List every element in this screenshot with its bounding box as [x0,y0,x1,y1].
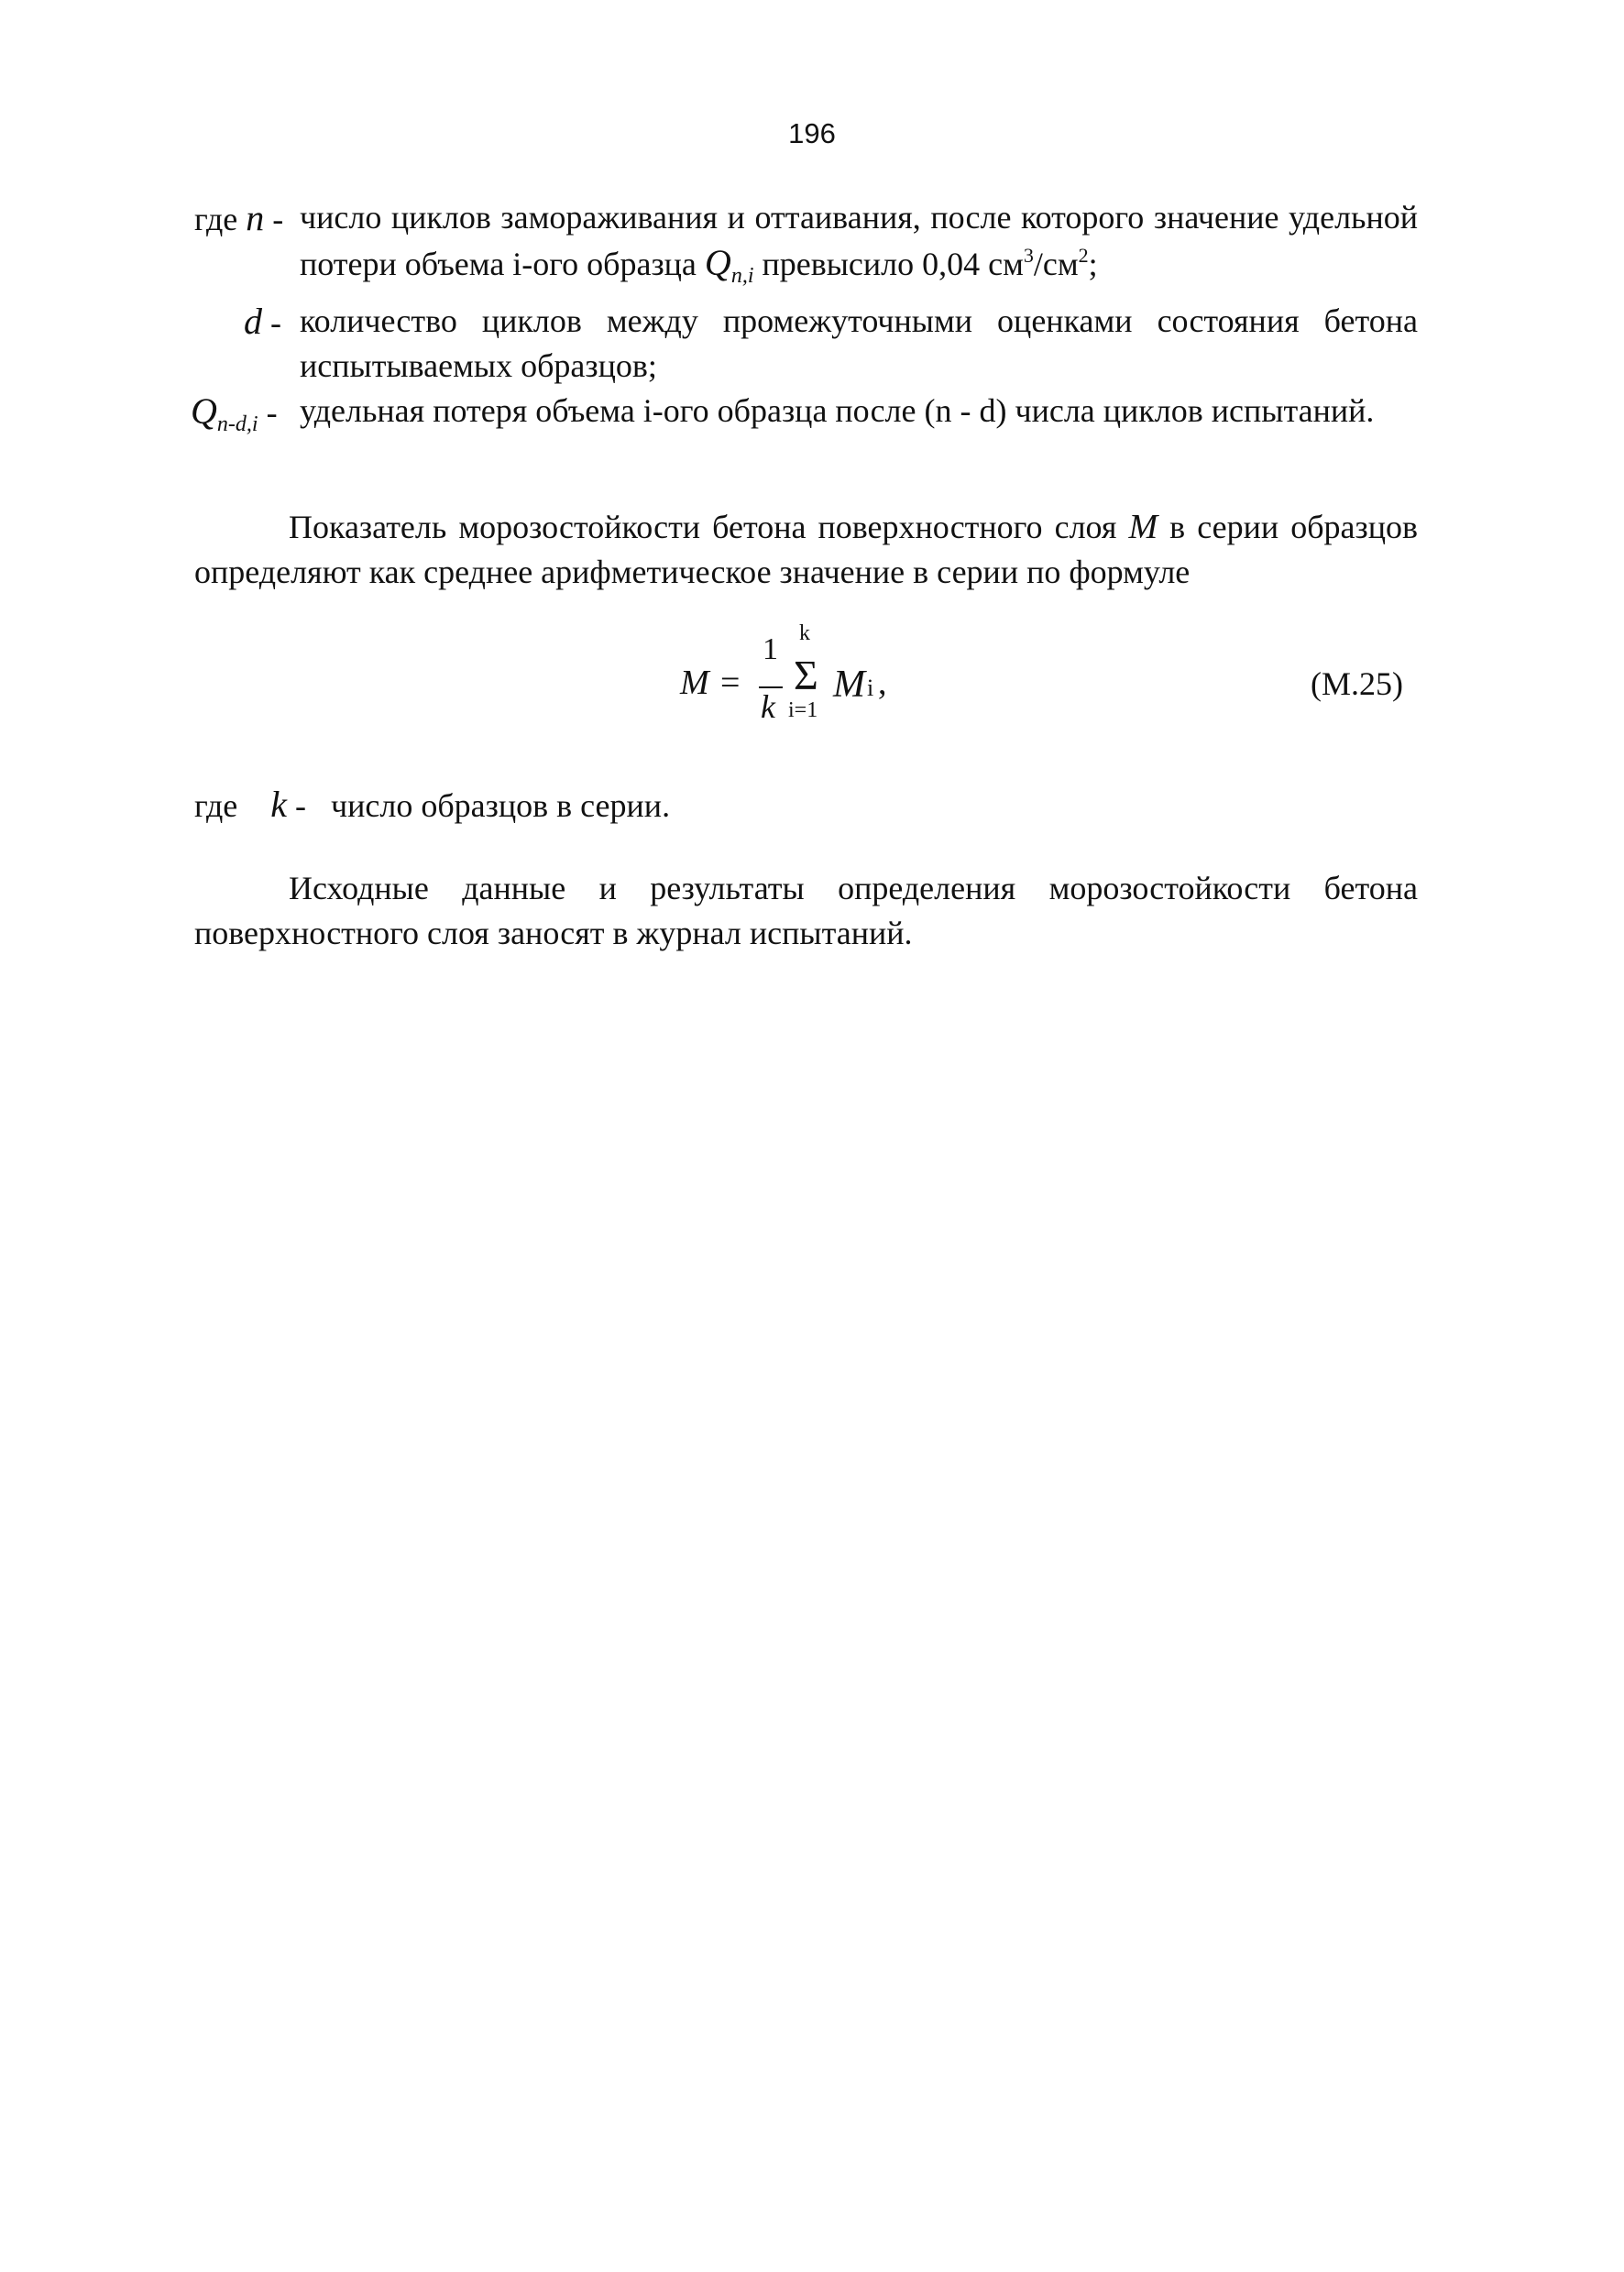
formula-m25 [680,621,973,742]
formula-denominator: k [761,688,775,725]
definition-n [194,195,1418,299]
symbol-n: n [246,197,265,238]
page-number: 196 [788,117,836,149]
definition-q [191,389,1418,436]
formula-numerator: 1 [763,632,778,666]
definition-q-text: удельная потеря объема i-ого образца после (n - d) числа циклов испытаний. [300,392,1375,429]
formula-term-sub: i [867,675,874,701]
formula-sum-sign: Σ [794,652,818,698]
definition-k: где k - число образцов в серии. [194,784,671,825]
symbol-k: k [270,784,288,825]
definition-d-text: количество циклов между промежуточными оценками состояния бетона испытываемых образцов; [300,302,1418,384]
formula-lhs: M [680,664,709,702]
paragraph-journal: Исходные данные и результаты определения морозостойкости бетона поверхностного слоя заносят в журнал испытаний. [194,870,1418,951]
formula-sum-upper: k [799,621,810,645]
definition-d-lead: d - [244,301,281,342]
fraction-bar [759,686,783,688]
definition-n-lead: где n - [194,197,284,238]
formula-sum-lower: i=1 [788,698,818,722]
formula-term: M [833,664,865,706]
definition-n-text: число циклов замораживания и оттаивания, после которого значение удельной потери объема i-ого образца $Q_{n,i}$ превысило 0,04 $см^3/см^2$; [300,199,1418,288]
definition-d [194,299,1418,389]
definitions-list [191,195,1418,436]
symbol-q-n-i: Q [704,242,731,283]
equation-number: (М.25) [1311,665,1403,702]
formula-comma: , [878,664,887,702]
symbol-q-n-d-i: Q [191,390,217,432]
definition-q-lead: $Q_{n-d,i}$ - [191,390,278,436]
symbol-d: d [244,301,262,342]
paragraph-frost-index: Показатель морозостойкости бетона поверхностного слоя M в серии образцов определяют как среднее арифметическое значение в серии по формуле [194,508,1418,590]
formula-equals: = [720,664,741,702]
symbol-m: M [1128,508,1158,546]
